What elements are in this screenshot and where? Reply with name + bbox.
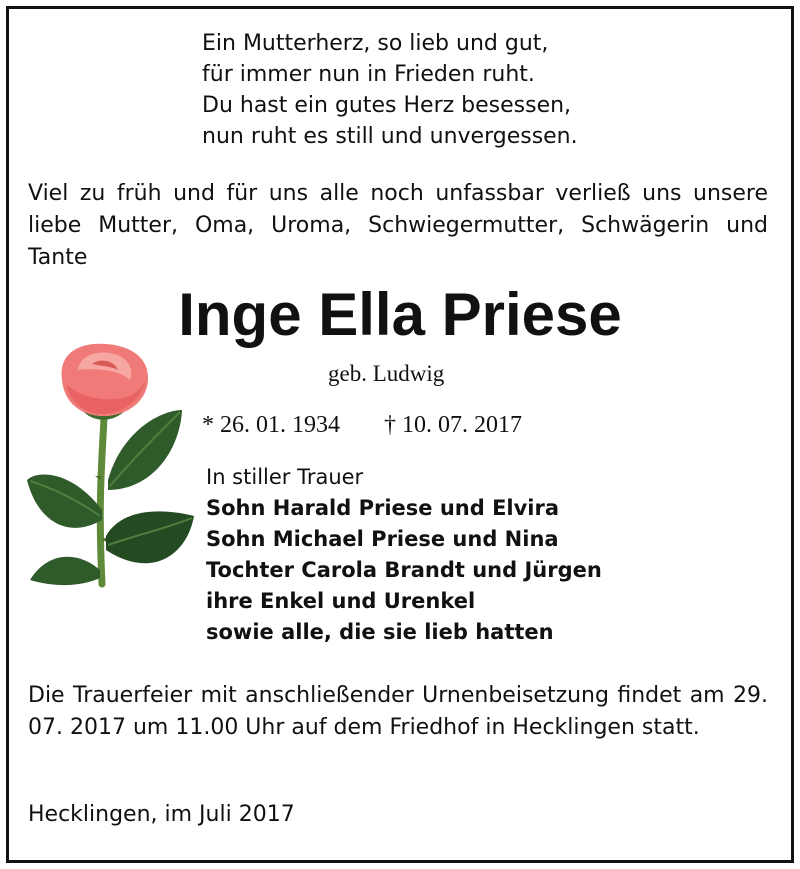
poem-line: Ein Mutterherz, so lieb und gut, [202,31,549,56]
deceased-name: Inge Ella Priese [178,281,622,348]
mourners-list [206,462,602,648]
mourner-line: Tochter Carola Brandt und Jürgen [206,558,602,582]
mourners-lead: In stiller Trauer [206,465,364,489]
maiden-name: geb. Ludwig [328,361,445,386]
place-date: Hecklingen, im Juli 2017 [28,802,295,827]
rose-leaf [30,557,100,585]
mourner-line: ihre Enkel und Urenkel [206,589,476,613]
birth-date: * 26. 01. 1934 [202,412,340,438]
poem-line: für immer nun in Frieden ruht. [202,62,535,87]
mourner-line: Sohn Michael Priese und Nina [206,527,559,551]
death-date: † 10. 07. 2017 [384,412,522,438]
poem-line: Du hast ein gutes Herz besessen, [202,93,572,118]
rose-illustration [22,340,202,590]
poem-line: nun ruht es still und unvergessen. [202,124,578,149]
rose-leaf [27,474,102,527]
poem [202,28,622,152]
mourner-line: sowie alle, die sie lieb hatten [206,620,554,644]
intro-text: Viel zu früh und für uns alle noch unfassbar verließ uns unsere liebe Mutter, Oma, Uroma, Schwiegermutter, Schwägerin und Tante [28,181,768,270]
rose-leaf [106,511,194,563]
ceremony-text: Die Trauerfeier mit anschließender Urnenbeisetzung findet am 29. 07. 2017 um 11.00 Uhr auf dem Friedhof in Hecklingen statt. [28,683,768,740]
mourner-line: Sohn Harald Priese und Elvira [206,496,560,520]
life-dates [202,410,522,440]
rose-stem [100,418,104,584]
